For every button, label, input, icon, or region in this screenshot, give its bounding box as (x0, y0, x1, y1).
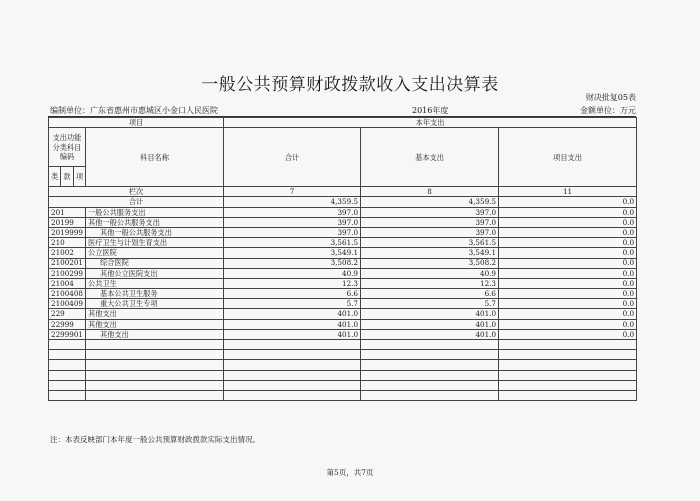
blank-cell (224, 350, 361, 360)
blank-cell (224, 360, 361, 370)
compiling-unit: 编制单位：广东省惠州市惠城区小金口人民医院 (50, 106, 218, 115)
row-project: 0.0 (499, 207, 637, 217)
column-7: 7 (224, 187, 361, 197)
row-total: 397.0 (224, 207, 361, 217)
total-label: 合计 (49, 197, 224, 207)
header-current-year: 本年支出 (224, 118, 637, 128)
row-subject-name: 公立医院 (86, 248, 224, 258)
row-project: 0.0 (499, 309, 637, 319)
table-row (49, 309, 637, 319)
page-number: 第5页，共7页 (326, 468, 374, 477)
row-total: 397.0 (224, 217, 361, 227)
total-project: 0.0 (499, 197, 637, 207)
table-row (49, 278, 637, 288)
header-func-code-line3: 编码 (59, 151, 75, 161)
header-func-code (49, 128, 86, 167)
blank-cell (361, 340, 499, 350)
row-basic: 397.0 (361, 207, 499, 217)
row-subject-name: 公共卫生 (86, 278, 224, 288)
table-row (49, 238, 637, 248)
row-basic: 12.3 (361, 278, 499, 288)
form-number: 财决批复05表 (585, 93, 636, 102)
row-subject-name: 医疗卫生与计划生育支出 (86, 238, 224, 248)
blank-row (49, 340, 637, 350)
row-subject-name: 其他支出 (86, 309, 224, 319)
row-total: 12.3 (224, 278, 361, 288)
row-code: 22999 (49, 319, 86, 329)
row-project: 0.0 (499, 289, 637, 299)
row-project: 0.0 (499, 299, 637, 309)
blank-cell (86, 390, 224, 400)
row-total: 397.0 (224, 227, 361, 237)
table-row (49, 299, 637, 309)
row-subject-name: 基本公共卫生服务 (86, 289, 224, 299)
fiscal-year: 2016年度 (412, 106, 449, 115)
blank-cell (49, 360, 86, 370)
row-project: 0.0 (499, 278, 637, 288)
row-total: 401.0 (224, 329, 361, 339)
blank-cell (86, 370, 224, 380)
table-row (49, 329, 637, 339)
blank-cell (49, 350, 86, 360)
expenditure-table (48, 117, 637, 401)
row-code: 2100409 (49, 299, 86, 309)
header-project: 项目支出 (499, 128, 637, 187)
row-subject-name: 其他支出 (86, 319, 224, 329)
blank-row (49, 380, 637, 390)
blank-cell (224, 380, 361, 390)
blank-cell (49, 340, 86, 350)
header-item: 项目 (49, 118, 224, 128)
row-total: 401.0 (224, 309, 361, 319)
document-title: 一般公共预算财政拨款收入支出决算表 (201, 75, 499, 95)
blank-cell (499, 390, 637, 400)
blank-cell (499, 370, 637, 380)
header-subject-name: 科目名称 (86, 128, 224, 187)
blank-cell (49, 380, 86, 390)
blank-cell (49, 370, 86, 380)
row-code: 201 (49, 207, 86, 217)
row-code: 210 (49, 238, 86, 248)
row-code: 2100408 (49, 289, 86, 299)
blank-cell (361, 360, 499, 370)
row-project: 0.0 (499, 227, 637, 237)
blank-row (49, 360, 637, 370)
table-row (49, 319, 637, 329)
blank-row (49, 350, 637, 360)
table-row (49, 207, 637, 217)
table-row (49, 248, 637, 258)
row-project: 0.0 (499, 319, 637, 329)
header-xiang: 项 (74, 167, 86, 187)
blank-row (49, 370, 637, 380)
row-total: 3,508.2 (224, 258, 361, 268)
blank-row (49, 390, 637, 400)
row-code: 229 (49, 309, 86, 319)
header-func-code-line2: 分类科目 (52, 142, 82, 152)
row-subject-name: 一般公共服务支出 (86, 207, 224, 217)
blank-cell (86, 350, 224, 360)
row-basic: 40.9 (361, 268, 499, 278)
blank-cell (499, 350, 637, 360)
row-total: 6.6 (224, 289, 361, 299)
header-func-code-line1: 支出功能 (52, 133, 82, 143)
blank-cell (361, 390, 499, 400)
row-project: 0.0 (499, 329, 637, 339)
row-code: 20199 (49, 217, 86, 227)
row-basic: 3,508.2 (361, 258, 499, 268)
blank-cell (49, 390, 86, 400)
row-code: 2019999 (49, 227, 86, 237)
row-basic: 401.0 (361, 309, 499, 319)
table-row (49, 268, 637, 278)
row-code: 2100299 (49, 268, 86, 278)
row-basic: 3,561.5 (361, 238, 499, 248)
blank-cell (361, 370, 499, 380)
row-code: 21002 (49, 248, 86, 258)
table-row (49, 289, 637, 299)
row-project: 0.0 (499, 258, 637, 268)
blank-cell (361, 350, 499, 360)
row-basic: 401.0 (361, 329, 499, 339)
row-subject-name: 重大公共卫生专项 (86, 299, 224, 309)
blank-cell (86, 380, 224, 390)
row-total: 3,561.5 (224, 238, 361, 248)
row-subject-name: 其他一般公共服务支出 (86, 227, 224, 237)
total-amount: 4,359.5 (224, 197, 361, 207)
row-code: 2299901 (49, 329, 86, 339)
column-label: 栏次 (49, 187, 224, 197)
table-row (49, 227, 637, 237)
blank-cell (224, 390, 361, 400)
blank-cell (86, 340, 224, 350)
row-code: 21004 (49, 278, 86, 288)
row-total: 40.9 (224, 268, 361, 278)
blank-cell (86, 360, 224, 370)
row-basic: 397.0 (361, 227, 499, 237)
footnote: 注：本表反映部门本年度一般公共预算财政拨款实际支出情况。 (50, 435, 260, 444)
blank-cell (499, 340, 637, 350)
row-basic: 5.7 (361, 299, 499, 309)
blank-cell (224, 340, 361, 350)
row-project: 0.0 (499, 238, 637, 248)
row-subject-name: 其他公立医院支出 (86, 268, 224, 278)
row-subject-name: 其他一般公共服务支出 (86, 217, 224, 227)
row-code: 2100201 (49, 258, 86, 268)
blank-cell (499, 380, 637, 390)
row-basic: 401.0 (361, 319, 499, 329)
row-total: 5.7 (224, 299, 361, 309)
row-total: 3,549.1 (224, 248, 361, 258)
total-basic: 4,359.5 (361, 197, 499, 207)
column-11: 11 (499, 187, 637, 197)
header-kuan: 款 (61, 167, 74, 187)
row-basic: 397.0 (361, 217, 499, 227)
row-subject-name: 综合医院 (86, 258, 224, 268)
blank-cell (224, 370, 361, 380)
column-8: 8 (361, 187, 499, 197)
row-basic: 3,549.1 (361, 248, 499, 258)
row-subject-name: 其他支出 (86, 329, 224, 339)
blank-cell (499, 360, 637, 370)
blank-cell (361, 380, 499, 390)
row-total: 401.0 (224, 319, 361, 329)
header-lei: 类 (49, 167, 61, 187)
row-basic: 6.6 (361, 289, 499, 299)
row-project: 0.0 (499, 268, 637, 278)
table-row (49, 217, 637, 227)
header-total: 合计 (224, 128, 361, 187)
amount-unit: 金额单位：万元 (580, 106, 636, 115)
header-basic: 基本支出 (361, 128, 499, 187)
row-project: 0.0 (499, 248, 637, 258)
table-row (49, 258, 637, 268)
row-project: 0.0 (499, 217, 637, 227)
